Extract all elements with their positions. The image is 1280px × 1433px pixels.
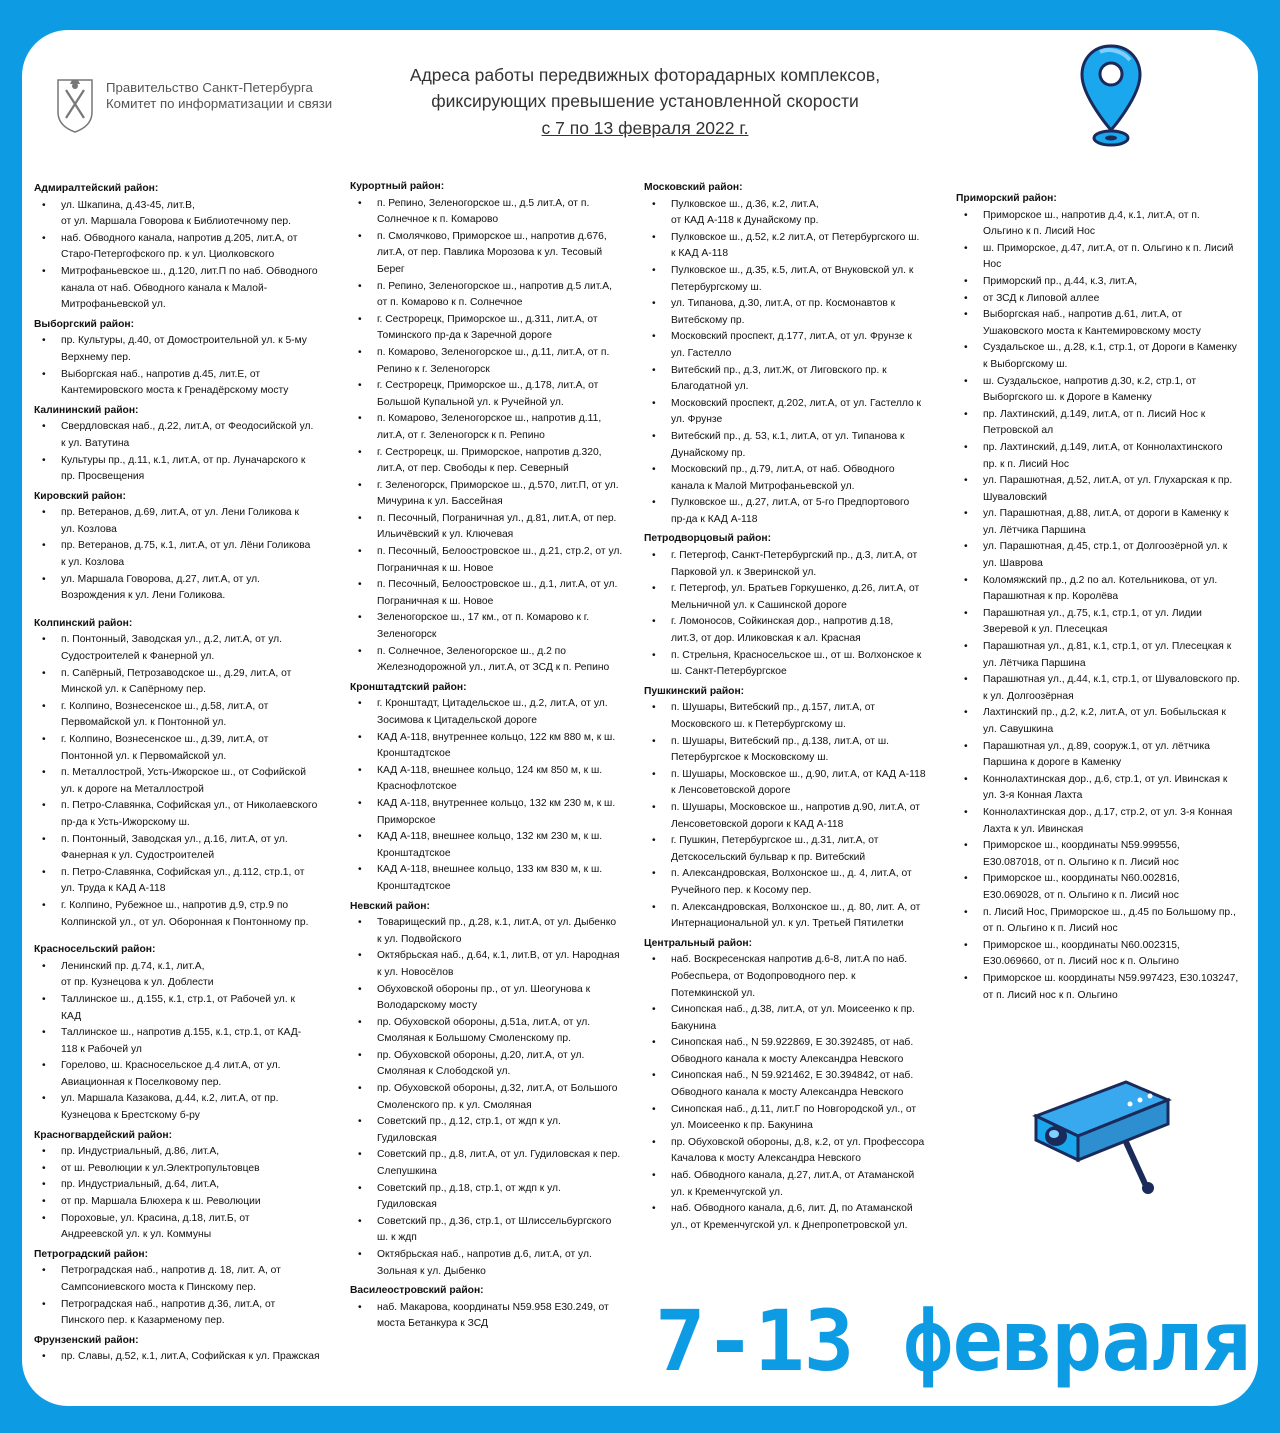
address-item: • Суздальское ш., д.28, к.1, стр.1, от Дороги в Каменку к Выборгскому ш.	[956, 340, 1261, 373]
address-item: • Витебский пр., д.3, лит.Ж, от Лиговского пр. к Благодатной ул.	[644, 363, 944, 396]
address-item: • г. Пушкин, Петербургское ш., д.31, лит.А, от Детскосельский бульвар к пр. Витебский	[644, 833, 944, 866]
address-item: • пр. Лахтинский, д.149, лит.А, от п. Лисий Нос к Петровской ал	[956, 407, 1261, 440]
district-heading: Петродворцовый район:	[644, 533, 772, 545]
address-item: • ул. Парашютная, д.45, стр.1, от Долгоозёрной ул. к ул. Шаврова	[956, 539, 1261, 572]
address-item: • КАД А-118, внешнее кольцо, 133 км 830 м, к ш. Кронштадтское	[350, 862, 640, 895]
address-item: • п. Шушары, Московское ш., д.90, лит.А, от КАД А-118 к Ленсоветовской дороге	[644, 767, 944, 800]
address-item: • Синопская наб., д.11, лит.Г по Новгородской ул., от ул. Моисеенко к пр. Бакунина	[644, 1102, 944, 1135]
column-3	[644, 177, 944, 1234]
address-item: • пр. Обуховской обороны, д.8, к.2, от ул. Профессора Качалова к мосту Александра Невского	[644, 1135, 944, 1168]
address-item: • наб. Обводного канала, напротив д.205, лит.А, от Старо-Петергофского пр. к ул. Циолковского	[34, 231, 334, 264]
address-list	[34, 1263, 334, 1329]
address-item: • Петроградская наб., напротив д.36, лит.А, от Пинского пер. к Казарменому пер.	[34, 1297, 334, 1330]
column-1	[34, 178, 334, 1366]
address-list	[34, 959, 334, 1125]
address-item: • п. Репино, Зеленогорское ш., д.5 лит.А, от п. Солнечное к п. Комарово	[350, 196, 640, 229]
address-item: • пр. Славы, д.52, к.1, лит.А, Софийская к ул. Пражская	[34, 1349, 334, 1366]
address-item: • п. Петро-Славянка, Софийская ул., от Николаевского пр-да к Усть-Ижорскому ш.	[34, 798, 334, 831]
address-item: • пр. Лахтинский, д.149, лит.А, от Коннолахтинского пр. к п. Лисий Нос	[956, 440, 1261, 473]
address-item: • пр. Индустриальный, д.86, лит.А,	[34, 1144, 334, 1161]
address-item: • Товарищеский пр., д.28, к.1, лит.А, от ул. Дыбенко к ул. Подвойского	[350, 915, 640, 948]
address-item: • Пулковское ш., д.27, лит.А, от 5-го Предпортового пр-да к КАД А-118	[644, 495, 944, 528]
address-item: • п. Александровская, Волхонское ш., д. 80, лит. А, от Интернациональной ул. к ул. Третьей Пятилетки	[644, 900, 944, 933]
address-item: • п. Шушары, Витебский пр., д.157, лит.А, от Московского ш. к Петербургскому ш.	[644, 700, 944, 733]
address-list	[956, 208, 1261, 1005]
big-date: 7-13 февраля	[655, 1292, 1250, 1390]
address-item: • ул. Парашютная, д.88, лит.А, от дороги в Каменку к ул. Лётчика Паршина	[956, 506, 1261, 539]
address-list	[644, 700, 944, 932]
address-list	[350, 1300, 640, 1333]
address-item: • ул. Типанова, д.30, лит.А, от пр. Космонавтов к Витебскому пр.	[644, 296, 944, 329]
address-item: • п. Шушары, Витебский пр., д.138, лит.А, от ш. Петербургское к Московскому ш.	[644, 734, 944, 767]
address-item: • г. Колпино, Вознесенское ш., д.58, лит.А, от Первомайской ул. к Понтонной ул.	[34, 699, 334, 732]
location-pin-icon	[1076, 42, 1146, 152]
org-name	[106, 80, 332, 112]
address-item: • Петроградская наб., напротив д. 18, лит. А, от Сампсониевского моста к Пинскому пер.	[34, 1263, 334, 1296]
address-item: • Лахтинский пр., д.2, к.2, лит.А, от ул. Бобыльская к ул. Савушкина	[956, 705, 1261, 738]
address-item: • пр. Обуховской обороны, д.51а, лит.А, от ул. Смоляная к Большому Смоленскому пр.	[350, 1015, 640, 1048]
district-heading: Центральный район:	[644, 937, 753, 949]
title-line1: Адреса работы передвижных фоторадарных комплексов,	[409, 65, 881, 85]
address-item: • пр. Ветеранов, д.75, к.1, лит.А, от ул. Лёни Голикова к ул. Козлова	[34, 538, 334, 571]
district-heading: Красносельский район:	[34, 944, 156, 956]
address-item: • Зеленогорское ш., 17 км., от п. Комарово к г. Зеленогорск	[350, 610, 640, 643]
address-item: • пр. Обуховской обороны, д.20, лит.А, от ул. Смоляная к Слободской ул.	[350, 1048, 640, 1081]
address-item: • Советский пр., д.12, стр.1, от ждп к ул. Гудиловская	[350, 1114, 640, 1147]
org-line2: Комитет по информатизации и связи	[106, 95, 333, 111]
address-item: • пр. Культуры, д.40, от Домостроительной ул. к 5-му Верхнему пер.	[34, 333, 334, 366]
address-item: • Советский пр., д.36, стр.1, от Шлиссельбургского ш. к ждп	[350, 1214, 640, 1247]
address-item: • г. Зеленогорск, Приморское ш., д.570, лит.П, от ул. Мичурина к ул. Бассейная	[350, 478, 640, 511]
address-list	[34, 333, 334, 399]
address-item: • Обуховской обороны пр., от ул. Шеогунова к Володарскому мосту	[350, 982, 640, 1015]
address-item: • п. Солнечное, Зеленогорское ш., д.2 по Железнодорожной ул., лит.А, от ЗСД к п. Репино	[350, 644, 640, 677]
address-list	[34, 1144, 334, 1244]
address-item: • Московский проспект, д.202, лит.А, от ул. Гастелло к ул. Фрунзе	[644, 396, 944, 429]
address-item: • Свердловская наб., д.22, лит.А, от Феодосийской ул. к ул. Ватутина	[34, 419, 334, 452]
address-list	[34, 198, 334, 314]
address-item: • Пулковское ш., д.36, к.2, лит.А, от КАД А-118 к Дунайскому пр.	[644, 197, 944, 230]
address-item: • г. Ломоносов, Сойкинская дор., напротив д.18, лит.З, от дор. Иликовская к ал. Красная	[644, 614, 944, 647]
address-item: • Октябрьская наб., напротив д.6, лит.А, от ул. Зольная к ул. Дыбенко	[350, 1247, 640, 1280]
address-item: • КАД А-118, внешнее кольцо, 132 км 230 м, к ш. Кронштадтское	[350, 829, 640, 862]
address-list	[350, 696, 640, 895]
district-heading: Приморский район:	[956, 193, 1057, 204]
address-item: • г. Сестрорецк, ш. Приморское, напротив д.320, лит.А, от пер. Свободы к пер. Северный	[350, 445, 640, 478]
address-item: • КАД А-118, внутреннее кольцо, 122 км 880 м, к ш. Кронштадтское	[350, 730, 640, 763]
address-item: • от пр. Маршала Блюхера к ш. Революции	[34, 1194, 334, 1211]
address-item: • п. Репино, Зеленогорское ш., напротив д.5 лит.А, от п. Комарово к п. Солнечное	[350, 279, 640, 312]
address-list	[644, 197, 944, 529]
address-item: • Коннолахтинская дор., д.6, стр.1, от ул. Ивинская к ул. 3-я Конная Лахта	[956, 772, 1261, 805]
address-item: • КАД А-118, внутреннее кольцо, 132 км 230 м, к ш. Приморское	[350, 796, 640, 829]
address-item: • г. Кронштадт, Цитадельское ш., д.2, лит.А, от ул. Зосимова к Цитадельской дороге	[350, 696, 640, 729]
address-item: • Ленинский пр. д.74, к.1, лит.А, от пр. Кузнецова к ул. Доблести	[34, 959, 334, 992]
address-item: • Московский пр., д.79, лит.А, от наб. Обводного канала к Малой Митрофаньевской ул.	[644, 462, 944, 495]
address-list	[34, 505, 334, 605]
address-item: • Витебский пр., д. 53, к.1, лит.А, от ул. Типанова к Дунайскому пр.	[644, 429, 944, 462]
column-4	[956, 188, 1261, 1004]
address-item: • Приморское ш., координаты N60.002315, E30.069660, от п. Лисий нос к п. Ольгино	[956, 938, 1261, 971]
district-heading: Василеостровский район:	[350, 1285, 484, 1297]
address-item: • Синопская наб., д.38, лит.А, от ул. Моисеенко к пр. Бакунина	[644, 1002, 944, 1035]
address-item: • пр. Обуховской обороны, д.32, лит.А, от Большого Смоленского пр. к ул. Смоляная	[350, 1081, 640, 1114]
address-list	[350, 915, 640, 1280]
district-heading: Невский район:	[350, 900, 430, 912]
district-heading: Петроградский район:	[34, 1248, 149, 1260]
address-item: • Таллинское ш., д.155, к.1, стр.1, от Рабочей ул. к КАД	[34, 992, 334, 1025]
address-item: • ш. Приморское, д.47, лит.А, от п. Ольгино к п. Лисий Нос	[956, 241, 1261, 274]
address-item: • Коломяжский пр., д.2 по ал. Котельникова, от ул. Парашютная к пр. Королёва	[956, 573, 1261, 606]
address-item: • ул. Маршала Говорова, д.27, лит.А, от ул. Возрождения к ул. Лени Голикова.	[34, 572, 334, 605]
address-item: • п. Шушары, Московское ш., напротив д.90, лит.А, от Ленсоветовской дороги к КАД А-118	[644, 800, 944, 833]
address-item: • Синопская наб., N 59.921462, E 30.394842, от наб. Обводного канала к мосту Александра Невского	[644, 1068, 944, 1101]
address-item: • Синопская наб., N 59.922869, E 30.392485, от наб. Обводного канала к мосту Александра Невского	[644, 1035, 944, 1068]
address-item: • наб. Воскресенская напротив д.6-8, лит.А по наб. Робеспьера, от Водопроводного пер. к Потемкинской ул.	[644, 952, 944, 1002]
address-item: • от ЗСД к Липовой аллее	[956, 291, 1261, 308]
address-item: • от ш. Революции к ул.Электропультовцев	[34, 1161, 334, 1178]
address-item: • п. Лисий Нос, Приморское ш., д.45 по Большому пр., от п. Ольгино к п. Лисий нос	[956, 905, 1261, 938]
address-item: • Парашютная ул., д.89, сооруж.1, от ул. лётчика Паршина к дороге в Каменку	[956, 739, 1261, 772]
address-item: • Пулковское ш., д.52, к.2 лит.А, от Петербургского ш. к КАД А-118	[644, 230, 944, 263]
address-item: • п. Петро-Славянка, Софийская ул., д.112, стр.1, от ул. Труда к КАД А-118	[34, 865, 334, 898]
address-item: • п. Песочный, Белоостровское ш., д.1, лит.А, от ул. Пограничная к ш. Новое	[350, 577, 640, 610]
district-heading: Адмиралтейский район:	[34, 183, 159, 194]
address-item: • Приморский пр., д.44, к.3, лит.А,	[956, 274, 1261, 291]
address-item: • Парашютная ул., д.81, к.1, стр.1, от ул. Плесецкая к ул. Лётчика Паршина	[956, 639, 1261, 672]
address-item: • Коннолахтинская дор., д.17, стр.2, от ул. 3-я Конная Лахта к ул. Ивинская	[956, 805, 1261, 838]
address-item: • п. Комарово, Зеленогорское ш., напротив д.11, лит.А, от г. Зеленогорск к п. Репино	[350, 411, 640, 444]
address-item: • г. Колпино, Рубежное ш., напротив д.9, стр.9 по Колпинской ул., от ул. Оборонная к Понтонному пр.	[34, 898, 334, 931]
address-item: • г. Сестрорецк, Приморское ш., д.311, лит.А, от Томинского пр-да к Заречной дороге	[350, 312, 640, 345]
address-item: • Выборгская наб., напротив д.45, лит.Е, от Кантемировского моста к Гренадёрскому мосту	[34, 367, 334, 400]
district-heading: Колпинский район:	[34, 617, 133, 629]
district-heading: Выборгский район:	[34, 318, 135, 330]
address-item: • Культуры пр., д.11, к.1, лит.А, от пр. Луначарского к пр. Просвещения	[34, 453, 334, 486]
address-item: • п. Понтонный, Заводская ул., д.16, лит.А, от ул. Фанерная к ул. Судостроителей	[34, 832, 334, 865]
address-item: • г. Сестрорецк, Приморское ш., д.178, лит.А, от Большой Купальной ул. к Ручейной ул.	[350, 378, 640, 411]
district-heading: Кронштадтский район:	[350, 681, 467, 693]
address-item: • Приморское ш., координаты N59.999556, E30.087018, от п. Ольгино к п. Лисий нос	[956, 838, 1261, 871]
address-item: • Парашютная ул., д.44, к.1, стр.1, от Шуваловского пр. к ул. Долгоозёрная	[956, 672, 1261, 705]
address-item: • наб. Макарова, координаты N59.958 E30.249, от моста Бетанкура к ЗСД	[350, 1300, 640, 1333]
address-item: • п. Комарово, Зеленогорское ш., д.11, лит.А, от п. Репино к г. Зеленогорск	[350, 345, 640, 378]
address-item: • Таллинское ш., напротив д.155, к.1, стр.1, от КАД- 118 к Рабочей ул	[34, 1025, 334, 1058]
address-item: • наб. Обводного канала, д.6, лит. Д, по Атаманской ул., от Кременчугской ул. к Днепропетровской ул.	[644, 1201, 944, 1234]
district-heading: Красногвардейский район:	[34, 1129, 173, 1141]
page-title	[300, 62, 990, 141]
address-item: • пр. Индустриальный, д.64, лит.А,	[34, 1177, 334, 1194]
address-item: • Пулковское ш., д.35, к.5, лит.А, от Внуковской ул. к Петербургскому ш.	[644, 263, 944, 296]
camera-icon	[1026, 1076, 1176, 1196]
address-item: • г. Петергоф, ул. Братьев Горкушенко, д.26, лит.А, от Мельничной ул. к Сашинской дороге	[644, 581, 944, 614]
address-item: • п. Александровская, Волхонское ш., д. 4, лит.А, от Ручейного пер. к Косому пер.	[644, 866, 944, 899]
spb-emblem-icon	[52, 74, 112, 134]
address-item: • Пороховые, ул. Красина, д.18, лит.Б, от Андреевской ул. к ул. Коммуны	[34, 1211, 334, 1244]
district-heading: Курортный район:	[350, 181, 445, 192]
address-item: • Выборгская наб., напротив д.61, лит.А, от Ушаковского моста к Кантемировскому мосту	[956, 307, 1261, 340]
address-list	[644, 548, 944, 681]
address-item: • ул. Маршала Казакова, д.44, к.2, лит.А, от пр. Кузнецова к Брестскому б-ру	[34, 1091, 334, 1124]
district-heading: Пушкинский район:	[644, 685, 745, 697]
address-list	[34, 632, 334, 931]
address-item: • г. Колпино, Вознесенское ш., д.39, лит.А, от Понтонной ул. к Первомайской ул.	[34, 732, 334, 765]
address-item: • г. Петергоф, Санкт-Петербургский пр., д.3, лит.А, от Парковой ул. к Зверинской ул.	[644, 548, 944, 581]
address-list	[34, 419, 334, 485]
address-item: • Приморское ш. координаты N59.997423, E30.103247, от п. Лисий нос к п. Ольгино	[956, 971, 1261, 1004]
address-list	[350, 196, 640, 677]
district-heading: Кировский район:	[34, 490, 126, 502]
address-item: • ул. Парашютная, д.52, лит.А, от ул. Глухарская к пр. Шуваловский	[956, 473, 1261, 506]
address-item: • пр. Ветеранов, д.69, лит.А, от ул. Лени Голикова к ул. Козлова	[34, 505, 334, 538]
address-item: • Советский пр., д.8, лит.А, от ул. Гудиловская к пер. Слепушкина	[350, 1147, 640, 1180]
column-2	[350, 176, 640, 1333]
address-item: • п. Стрельня, Красносельское ш., от ш. Волхонское к ш. Санкт-Петербургское	[644, 648, 944, 681]
address-item: • Горелово, ш. Красносельское д.4 лит.А, от ул. Авиационная к Поселковому пер.	[34, 1058, 334, 1091]
address-item: • Митрофаньевское ш., д.120, лит.П по наб. Обводного канала от наб. Обводного канала к Малой- Митрофаньевской ул.	[34, 264, 334, 314]
district-heading: Калининский район:	[34, 404, 139, 416]
address-item: • Приморское ш., напротив д.4, к.1, лит.А, от п. Ольгино к п. Лисий Нос	[956, 208, 1261, 241]
address-item: • п. Понтонный, Заводская ул., д.2, лит.А, от ул. Судостроителей к Фанерной ул.	[34, 632, 334, 665]
address-item: • п. Песочный, Белоостровское ш., д.21, стр.2, от ул. Пограничная к ш. Новое	[350, 544, 640, 577]
address-item: • Московский проспект, д.177, лит.А, от ул. Фрунзе к ул. Гастелло	[644, 329, 944, 362]
title-date: с 7 по 13 февраля 2022 г.	[541, 117, 749, 138]
address-item: • п. Песочный, Пограничная ул., д.81, лит.А, от пер. Ильичёвский к ул. Ключевая	[350, 511, 640, 544]
address-item: • ул. Шкапина, д.43-45, лит.В, от ул. Маршала Говорова к Библиотечному пер.	[34, 198, 334, 231]
district-heading: Фрунзенский район:	[34, 1334, 139, 1346]
address-item: • Парашютная ул., д.75, к.1, стр.1, от ул. Лидии Зверевой к ул. Плесецкая	[956, 606, 1261, 639]
address-item: • Приморское ш., координаты N60.002816, E30.069028, от п. Ольгино к п. Лисий нос	[956, 871, 1261, 904]
address-item: • наб. Обводного канала, д.27, лит.А, от Атаманской ул. к Кременчугской ул.	[644, 1168, 944, 1201]
address-item: • п. Сапёрный, Петрозаводское ш., д.29, лит.А, от Минской ул. к Сапёрному пер.	[34, 666, 334, 699]
address-list	[644, 952, 944, 1234]
district-heading: Московский район:	[644, 182, 743, 193]
address-item: • ш. Суздальское, напротив д.30, к.2, стр.1, от Выборгского ш. к Дороге в Каменку	[956, 374, 1261, 407]
address-item: • п. Металлострой, Усть-Ижорское ш., от Софийской ул. к дороге на Металлострой	[34, 765, 334, 798]
org-line1: Правительство Санкт-Петербурга	[106, 80, 313, 95]
address-item: • п. Смолячково, Приморское ш., напротив д.676, лит.А, от пер. Павлика Морозова к ул. Тесовый Берег	[350, 229, 640, 279]
address-list	[34, 1349, 334, 1366]
address-item: • КАД А-118, внешнее кольцо, 124 км 850 м, к ш. Краснофлотское	[350, 763, 640, 796]
address-item: • Советский пр., д.18, стр.1, от ждп к ул. Гудиловская	[350, 1181, 640, 1214]
title-line2: фиксирующих превышение установленной скорости	[431, 91, 859, 112]
address-item: • Октябрьская наб., д.64, к.1, лит.В, от ул. Народная к ул. Новосёлов	[350, 948, 640, 981]
